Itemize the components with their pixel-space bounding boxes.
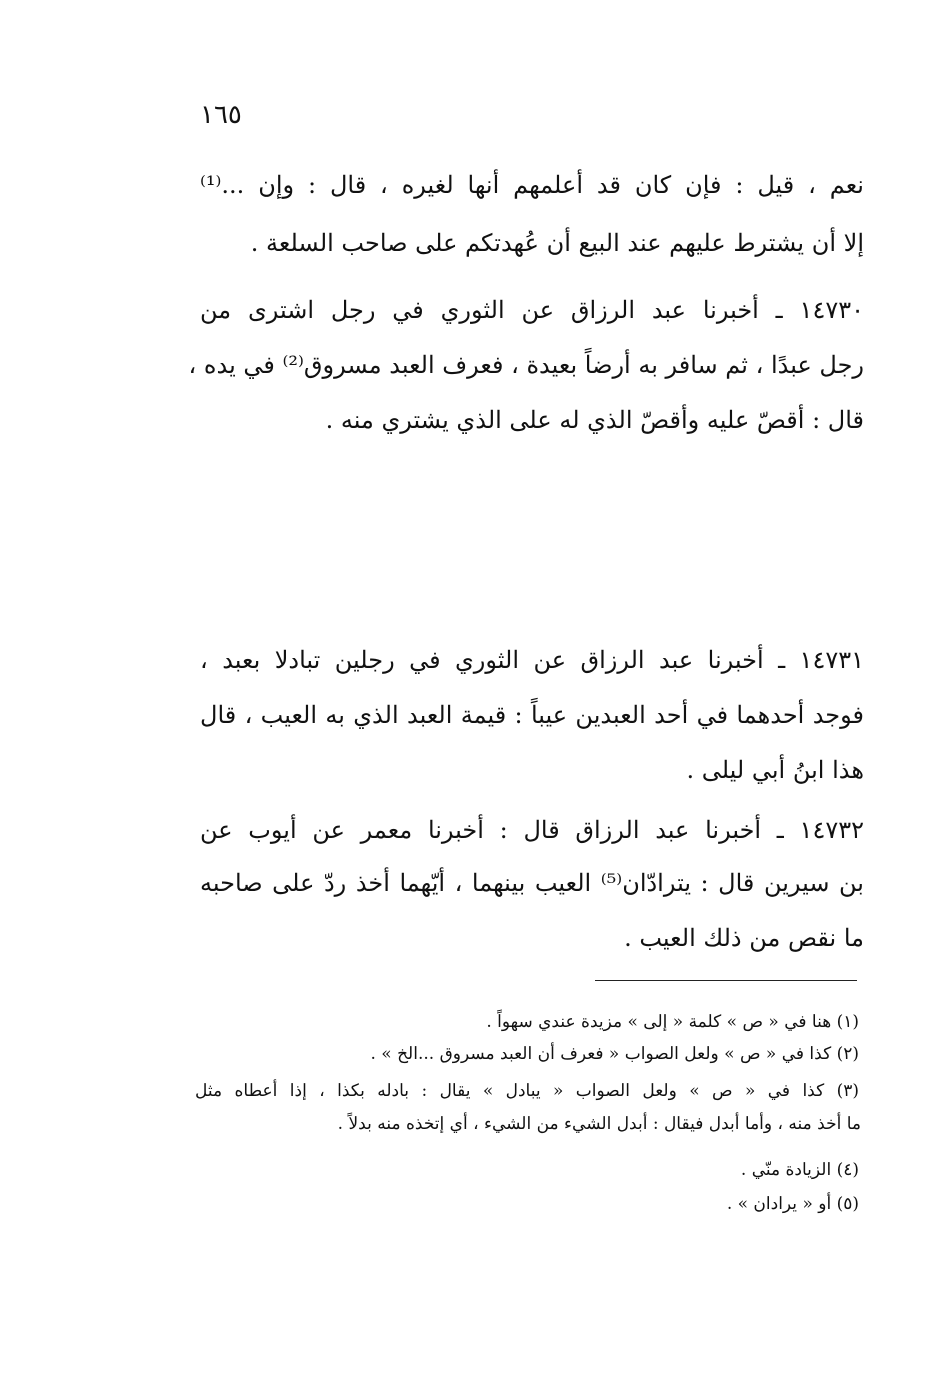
footnote-3-continued: ما أخذ منه ، وأما أبدل فيقال : أبدل الشيء من الشيء ، أي إتخذه منه بدلاً . [337,1114,861,1134]
footnote-5: (٥) أو « يرادان » . [726,1194,859,1214]
footnote-1: (١) هنا في « ص » كلمة « إلى » مزيدة عندي سهواً . [486,1012,859,1032]
hadith-14731-line: فوجد أحدهما في أحد العبدين عيباً : قيمة العبد الذي به العيب ، قال [200,701,864,729]
hadith-14732-line: ١٤٧٣٢ ـ أخبرنا عبد الرزاق قال : أخبرنا معمر عن أيوب عن [200,816,864,844]
footnote-2: (٢) كذا في « ص » ولعل الصواب « فعرف أن العبد مسروق ...الخ » . [370,1044,859,1064]
footnote-4: (٤) الزيادة منّي . [740,1160,859,1180]
hadith-14732-line: ما نقص من ذلك العيب . [624,924,864,952]
page-number: ١٦٥ [200,100,242,130]
body-line: إلا أن يشترط عليهم عند البيع أن عُهدتكم على صاحب السلعة . [250,229,864,257]
hadith-14730-line: رجل عبدًا ، ثم سافر به أرضاً بعيدة ، فعرف العبد مسروق⁽²⁾ في يده ، [188,351,864,379]
hadith-14730-line: ١٤٧٣٠ ـ أخبرنا عبد الرزاق عن الثوري في رجل اشترى من [200,296,864,324]
footnote-3: (٣) كذا في « ص » ولعل الصواب « يبادل » يقال : بادله بكذا ، إذا أعطاه مثل [195,1081,859,1101]
hadith-14732-line: بن سيرين قال : يترادّان⁽⁵⁾ العيب بينهما ، أيّهما أخذ ردّ على صاحبه [200,869,864,897]
footnote-divider [595,980,857,981]
hadith-14731-line: هذا ابنُ أبي ليلى . [686,756,864,784]
hadith-14731-line: ١٤٧٣١ ـ أخبرنا عبد الرزاق عن الثوري في رجلين تبادلا بعبد ، [200,646,864,674]
hadith-14730-line: قال : أقصّ عليه وأقصّ الذي له على الذي يشتري منه . [325,406,864,434]
body-line: نعم ، قيل : فإن كان قد أعلمهم أنها لغيره ، قال : وإن ...⁽¹⁾ [200,171,864,199]
